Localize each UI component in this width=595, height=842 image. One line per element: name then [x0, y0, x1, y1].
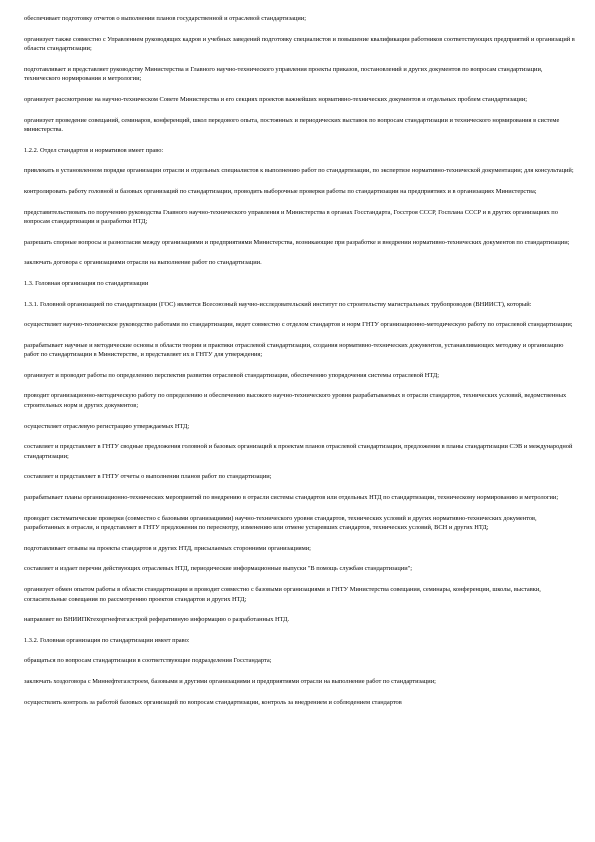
paragraph: 1.3.1. Головной организацией по стандартизации (ГОС) является Всесоюзный научно-исследовательский институт по строительству магистральных трубопроводов (ВНИИСТ), который:: [24, 300, 532, 308]
paragraph: осуществлять контроль за работой базовых организаций по вопросам стандартизации, контроль за внедрением и соблюдением стандартов: [24, 698, 402, 706]
paragraph: заключать договора с организациями отрасли на выполнение работ по стандартизации.: [24, 259, 262, 267]
paragraph: организует обмен опытом работы в области стандартизации и проводит совместно с базовыми организациями и ГНТУ Министерства совещания, семинары, конференции, школы, выставки, согласительные совещания по рассмотрению проектов стандартов и других НТД;: [24, 586, 541, 603]
paragraph: составляет и издает перечни действующих отраслевых НТД, периодические информационные выпуски "В помощь службам стандартизации";: [24, 565, 413, 573]
paragraph: осуществляет научно-техническое руководство работами по стандартизации, ведет совместно с отделом стандартов и норм ГНТУ организационно-методическую работу по отраслевой стандартизации;: [24, 321, 573, 329]
section-heading: 1.3. Головная организация по стандартизации: [24, 279, 149, 287]
paragraph: разрабатывает планы организационно-технических мероприятий по внедрению в отрасли системы стандартов или отдельных НТД по стандартизации, техническому нормированию и метрологии;: [24, 494, 559, 502]
paragraph: направляет во ВНИИПКтехоргнефтегазстрой реферативную информацию о разработанных НТД.: [24, 616, 290, 624]
paragraph: проводит систематические проверки (совместно с базовыми организациями) научно-технического уровня стандартов, технических условий и других нормативно-технических документов, разработанных в отрасли, и представляет в ГНТУ предложения по пересмотру, изменению или отмене устаревших стандартов, технических условий, ВСН и других НТД;: [24, 514, 537, 532]
paragraph: обращаться по вопросам стандартизации в соответствующие подразделения Госстандарта;: [24, 657, 272, 665]
paragraph: контролировать работу головной и базовых организаций по стандартизации, проводить выборочные проверки работы по стандартизации на предприятиях и в организациях Министерства;: [24, 187, 537, 195]
paragraph: разрабатывает научные и методические основы в области теории и практики отраслевой стандартизации, создания нормативно-технических документов, устанавливающих методику и организацию работ по стандартизации в Министерстве, и представляет их в ГНТУ для утверждения;: [24, 341, 564, 359]
paragraph: составляет и представляет в ГНТУ отчеты о выполнении планов работ по стандартизации;: [24, 473, 272, 481]
paragraph: организует проведение совещаний, семинаров, конференций, школ передового опыта, постоянных и периодических выставок по вопросам стандартизации и технического нормирования в системе министерства.: [24, 116, 560, 134]
paragraph: представительствовать по поручению руководства Главного научно-технического управления и Министерства в органах Госстандарта, Госстроя СССР, Госплана СССР и в других организациях по вопросам стандартизации и разработки НТД;: [24, 208, 558, 226]
paragraph: подготавливает и представляет руководству Министерства и Главного научно-технического управления проекты приказов, постановлений и других документов по вопросам стандартизации, технического нормирования и метрологии;: [24, 65, 543, 83]
paragraph: организует рассмотрение на научно-техническом Совете Министерства и его секциях проектов важнейших нормативно-технических документов и отдельных проблем стандартизации;: [24, 95, 527, 103]
paragraph: осуществляет отраслевую регистрацию утверждаемых НТД;: [24, 422, 190, 430]
paragraph: организует и проводит работы по определению перспектив развития отраслевой стандартизации, обеспечению упорядочения системы отраслевой НТД;: [24, 371, 440, 379]
section-heading: 1.2.2. Отдел стандартов и нормативов имеет право:: [24, 146, 164, 154]
paragraph: обеспечивает подготовку отчетов о выполнении планов государственной и отраслевой стандартизации;: [24, 15, 306, 22]
paragraph: проводит организационно-методическую работу по определению и обеспечению высокого научно-технического уровня разрабатываемых в отрасли стандартов, технических условий, ведомственных строительных норм и других документов;: [24, 392, 567, 410]
paragraph: организует также совместно с Управлением руководящих кадров и учебных заведений подготовку специалистов и повышение квалификации работников соответствующих предприятий и организаций в области стандартизации;: [24, 35, 575, 53]
paragraph: разрешать спорные вопросы и разногласия между организациями и предприятиями Министерства, возникающие при разработке и внедрении нормативно-технических документов по стандартизации;: [24, 238, 570, 246]
section-heading: 1.3.2. Головная организация по стандартизации имеет право:: [24, 636, 190, 644]
paragraph: подготавливает отзывы на проекты стандартов и других НТД, присылаемых сторонними организациями;: [24, 544, 311, 552]
paragraph: привлекать в установленном порядке организации отрасли и отдельных специалистов к выполнению работ по стандартизации, по экспертизе нормативно-технической документации; для консультаций;: [24, 167, 574, 175]
paragraph: заключать хоздоговора с Миннефтегазстроем, базовыми и другими организациями и предприятиями отрасли на выполнение работ по стандартизации;: [24, 677, 436, 685]
paragraph: составляет и представляет в ГНТУ сводные предложения головной и базовых организаций к проектам планов отраслевой стандартизации, предложения в планы стандартизации СЭВ и международной стандартизации;: [24, 443, 573, 460]
